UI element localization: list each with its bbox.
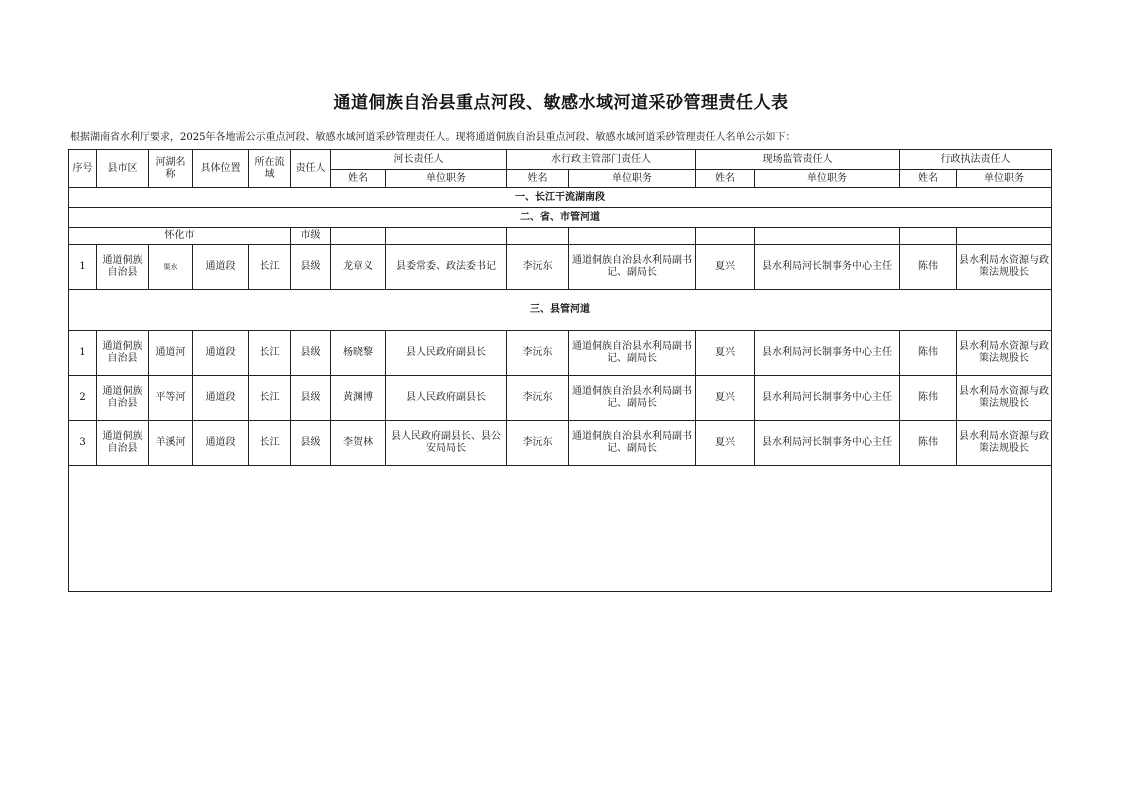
row-chief-position: 县人民政府副县长 [386,376,507,421]
empty-cell [696,228,755,245]
row-admin-name: 李沅东 [507,245,569,290]
empty-cell [957,228,1052,245]
row-chief-position: 县人民政府副县长、县公安局局长 [386,421,507,466]
intro-text: 根据湖南省水利厅要求，2025年各地需公示重点河段、敏感水域河道采砂管理责任人。现将通道侗族自治县重点河段、敏感水域河道采砂管理责任人名单公示如下： [70,132,796,143]
row-river: 平等河 [149,376,193,421]
row-river: 通道河 [149,331,193,376]
table-row [69,245,1052,290]
responsibility-table [68,149,1052,592]
empty-cell [569,228,696,245]
header-location: 具体位置 [193,150,249,188]
blank-area [69,466,1052,592]
header-group-law-enforcement: 行政执法责任人 [900,150,1052,170]
header-river-name: 河湖名称 [149,150,193,188]
row-chief-name: 龙章义 [331,245,386,290]
row-level: 县级 [291,331,331,376]
header-position: 单位职务 [569,170,696,188]
row-admin-position: 通道侗族自治县水利局副书记、副局长 [569,376,696,421]
header-position: 单位职务 [957,170,1052,188]
blank-area-row [69,466,1052,592]
row-location: 通道段 [193,331,249,376]
row-admin-name: 李沅东 [507,421,569,466]
row-chief-name: 杨晓黎 [331,331,386,376]
section-row [69,290,1052,331]
row-site-position: 县水利局河长制事务中心主任 [755,376,900,421]
row-seq: 1 [69,331,97,376]
row-chief-position: 县人民政府副县长 [386,331,507,376]
row-law-name: 陈伟 [900,331,957,376]
row-level: 县级 [291,245,331,290]
row-law-position: 县水利局水资源与政策法规股长 [957,376,1052,421]
section-row [69,208,1052,228]
section-row [69,188,1052,208]
row-law-name: 陈伟 [900,245,957,290]
header-position: 单位职务 [755,170,900,188]
city-level-cell: 市级 [291,228,331,245]
row-county: 通道侗族自治县 [97,421,149,466]
row-site-position: 县水利局河长制事务中心主任 [755,421,900,466]
row-admin-name: 李沅东 [507,376,569,421]
header-group-water-admin: 水行政主管部门责任人 [507,150,696,170]
row-site-name: 夏兴 [696,376,755,421]
row-basin: 长江 [249,421,291,466]
row-law-position: 县水利局水资源与政策法规股长 [957,421,1052,466]
row-chief-name: 黄渊博 [331,376,386,421]
section-title-3: 三、县管河道 [69,290,1052,331]
page-title: 通道侗族自治县重点河段、敏感水域河道采砂管理责任人表 [333,93,789,113]
row-basin: 长江 [249,331,291,376]
empty-cell [900,228,957,245]
table-row [69,331,1052,376]
header-group-river-chief: 河长责任人 [331,150,507,170]
empty-cell [331,228,386,245]
row-admin-name: 李沅东 [507,331,569,376]
row-level: 县级 [291,376,331,421]
row-chief-name: 李贺林 [331,421,386,466]
row-county: 通道侗族自治县 [97,376,149,421]
row-river: 渠水 [149,245,193,290]
row-site-name: 夏兴 [696,421,755,466]
header-position: 单位职务 [386,170,507,188]
empty-cell [755,228,900,245]
empty-cell [507,228,569,245]
city-row [69,228,1052,245]
row-chief-position: 县委常委、政法委书记 [386,245,507,290]
header-row-1 [69,150,1052,170]
row-law-position: 县水利局水资源与政策法规股长 [957,331,1052,376]
table-row [69,376,1052,421]
row-law-name: 陈伟 [900,421,957,466]
row-admin-position: 通道侗族自治县水利局副书记、副局长 [569,331,696,376]
row-site-name: 夏兴 [696,245,755,290]
header-group-site-supervisor: 现场监管责任人 [696,150,900,170]
row-county: 通道侗族自治县 [97,331,149,376]
header-name: 姓名 [696,170,755,188]
row-location: 通道段 [193,245,249,290]
row-river: 羊溪河 [149,421,193,466]
row-admin-position: 通道侗族自治县水利局副书记、副局长 [569,245,696,290]
header-name: 姓名 [507,170,569,188]
row-seq: 3 [69,421,97,466]
row-basin: 长江 [249,376,291,421]
row-level: 县级 [291,421,331,466]
city-cell: 怀化市 [69,228,291,245]
row-basin: 长江 [249,245,291,290]
row-site-position: 县水利局河长制事务中心主任 [755,245,900,290]
section-title-1: 一、长江干流湖南段 [69,188,1052,208]
row-law-position: 县水利局水资源与政策法规股长 [957,245,1052,290]
header-name: 姓名 [331,170,386,188]
section-title-2: 二、省、市管河道 [69,208,1052,228]
row-seq: 2 [69,376,97,421]
header-basin: 所在流域 [249,150,291,188]
header-level: 责任人 [291,150,331,188]
header-seq: 序号 [69,150,97,188]
row-location: 通道段 [193,376,249,421]
row-site-name: 夏兴 [696,331,755,376]
table-row [69,421,1052,466]
row-law-name: 陈伟 [900,376,957,421]
header-county: 县市区 [97,150,149,188]
empty-cell [386,228,507,245]
header-name: 姓名 [900,170,957,188]
row-site-position: 县水利局河长制事务中心主任 [755,331,900,376]
row-location: 通道段 [193,421,249,466]
row-seq: 1 [69,245,97,290]
row-admin-position: 通道侗族自治县水利局副书记、副局长 [569,421,696,466]
row-county: 通道侗族自治县 [97,245,149,290]
